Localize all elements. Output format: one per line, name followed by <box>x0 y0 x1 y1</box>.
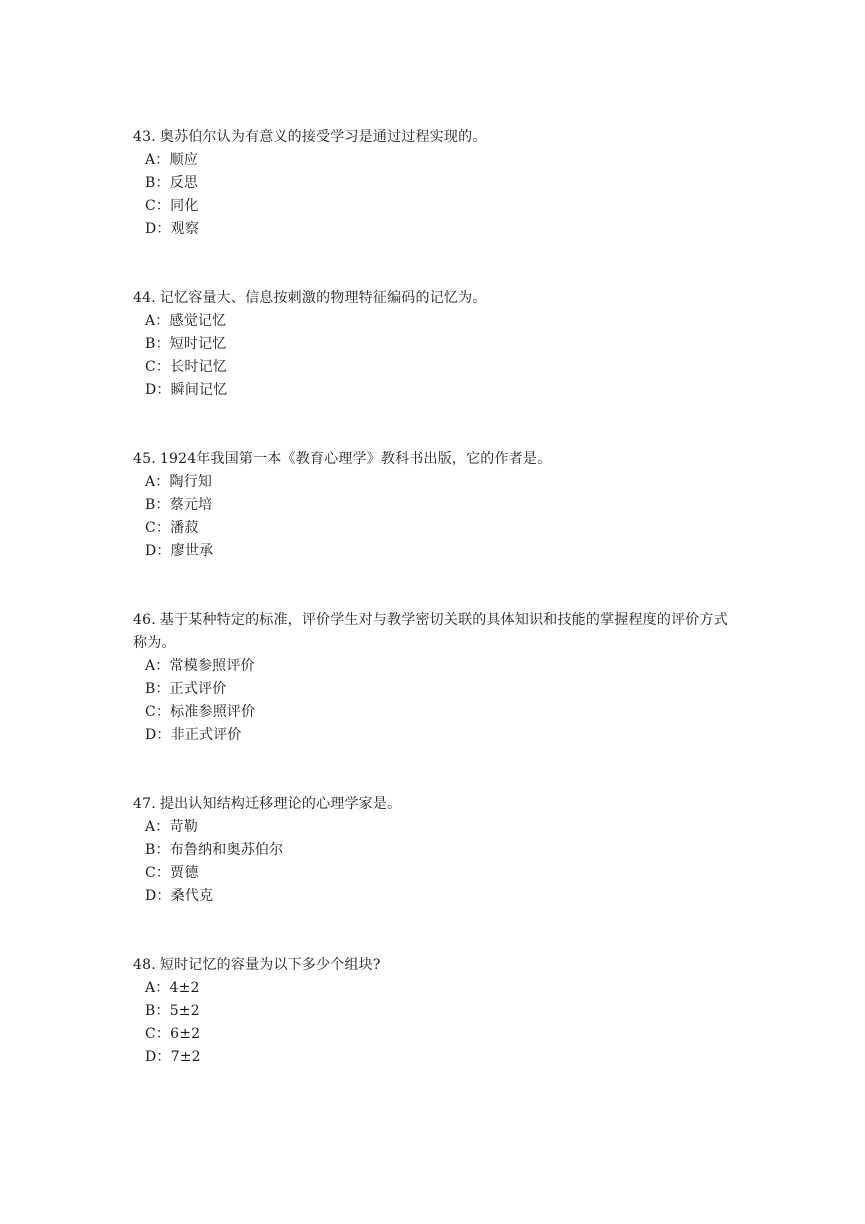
options-list <box>133 655 737 747</box>
option-text: 常模参照评价 <box>169 658 255 674</box>
option-key: A： <box>145 313 170 329</box>
option-key: C： <box>145 1026 171 1042</box>
option-a <box>145 149 737 172</box>
option-b <box>145 494 737 517</box>
option-key: C： <box>145 198 171 214</box>
question-stem <box>133 793 737 816</box>
option-a <box>145 310 737 333</box>
question-number: 43. <box>133 129 156 145</box>
option-key: D： <box>145 221 171 237</box>
option-b <box>145 678 737 701</box>
option-text: 非正式评价 <box>170 727 242 743</box>
option-key: B： <box>145 1003 170 1019</box>
question-number: 47. <box>133 796 156 812</box>
question-45 <box>133 448 737 563</box>
option-key: B： <box>145 842 170 858</box>
option-d <box>145 724 737 747</box>
option-text: 瞬间记忆 <box>170 382 228 398</box>
option-text: 桑代克 <box>170 888 214 904</box>
option-text: 潘菽 <box>170 520 199 536</box>
option-key: C： <box>145 359 171 375</box>
option-key: A： <box>145 819 170 835</box>
option-d <box>145 1046 737 1069</box>
option-a <box>145 471 737 494</box>
option-text: 苛勒 <box>169 819 198 835</box>
option-a <box>145 655 737 678</box>
question-43 <box>133 126 737 241</box>
question-text: 记忆容量大、信息按刺激的物理特征编码的记忆为。 <box>159 290 487 306</box>
option-key: D： <box>145 1049 171 1065</box>
question-stem <box>133 954 737 977</box>
options-list <box>133 310 737 402</box>
option-b <box>145 333 737 356</box>
option-text: 7±2 <box>170 1049 201 1065</box>
question-number: 46. <box>133 612 156 628</box>
question-48 <box>133 954 737 1069</box>
option-key: D： <box>145 888 171 904</box>
option-c <box>145 195 737 218</box>
option-key: A： <box>145 980 170 996</box>
question-46 <box>133 609 737 747</box>
option-text: 廖世承 <box>170 543 214 559</box>
option-key: D： <box>145 382 171 398</box>
option-key: B： <box>145 175 170 191</box>
option-key: B： <box>145 336 170 352</box>
options-list <box>133 471 737 563</box>
question-number: 48. <box>133 957 156 973</box>
option-key: B： <box>145 681 170 697</box>
option-text: 4±2 <box>169 980 200 996</box>
option-key: C： <box>145 520 171 536</box>
option-a <box>145 977 737 1000</box>
option-a <box>145 816 737 839</box>
question-text: 短时记忆的容量为以下多少个组块? <box>159 957 381 973</box>
option-key: A： <box>145 658 170 674</box>
option-text: 陶行知 <box>169 474 213 490</box>
question-text: 基于某种特定的标准，评价学生对与教学密切关联的具体知识和技能的掌握程度的评价方式称为。 <box>133 612 728 651</box>
option-text: 6±2 <box>170 1026 201 1042</box>
question-stem <box>133 126 737 149</box>
question-stem <box>133 287 737 310</box>
option-text: 同化 <box>170 198 199 214</box>
option-c <box>145 1023 737 1046</box>
option-text: 蔡元培 <box>169 497 213 513</box>
question-text: 奥苏伯尔认为有意义的接受学习是通过过程实现的。 <box>159 129 487 145</box>
option-text: 贾德 <box>170 865 199 881</box>
option-b <box>145 839 737 862</box>
option-d <box>145 379 737 402</box>
option-d <box>145 218 737 241</box>
option-b <box>145 172 737 195</box>
option-c <box>145 701 737 724</box>
option-c <box>145 356 737 379</box>
question-44 <box>133 287 737 402</box>
option-text: 长时记忆 <box>170 359 227 375</box>
question-number: 44. <box>133 290 156 306</box>
question-number: 45. <box>133 451 156 467</box>
option-key: C： <box>145 704 171 720</box>
options-list <box>133 149 737 241</box>
option-text: 正式评价 <box>169 681 227 697</box>
option-c <box>145 862 737 885</box>
option-key: C： <box>145 865 171 881</box>
options-list <box>133 977 737 1069</box>
question-47 <box>133 793 737 908</box>
question-text: 1924年我国第一本《教育心理学》教科书出版，它的作者是。 <box>159 451 552 467</box>
option-c <box>145 517 737 540</box>
option-key: A： <box>145 474 170 490</box>
option-text: 顺应 <box>169 152 198 168</box>
option-text: 5±2 <box>169 1003 200 1019</box>
option-key: D： <box>145 727 171 743</box>
option-key: D： <box>145 543 171 559</box>
option-text: 观察 <box>170 221 200 237</box>
question-stem <box>133 448 737 471</box>
option-text: 反思 <box>169 175 199 191</box>
option-b <box>145 1000 737 1023</box>
option-text: 标准参照评价 <box>170 704 256 720</box>
option-key: B： <box>145 497 170 513</box>
options-list <box>133 816 737 908</box>
option-d <box>145 540 737 563</box>
question-stem <box>133 609 737 655</box>
option-key: A： <box>145 152 170 168</box>
option-text: 感觉记忆 <box>169 313 227 329</box>
question-text: 提出认知结构迁移理论的心理学家是。 <box>159 796 402 812</box>
option-text: 短时记忆 <box>169 336 227 352</box>
option-d <box>145 885 737 908</box>
option-text: 布鲁纳和奥苏伯尔 <box>169 842 284 858</box>
